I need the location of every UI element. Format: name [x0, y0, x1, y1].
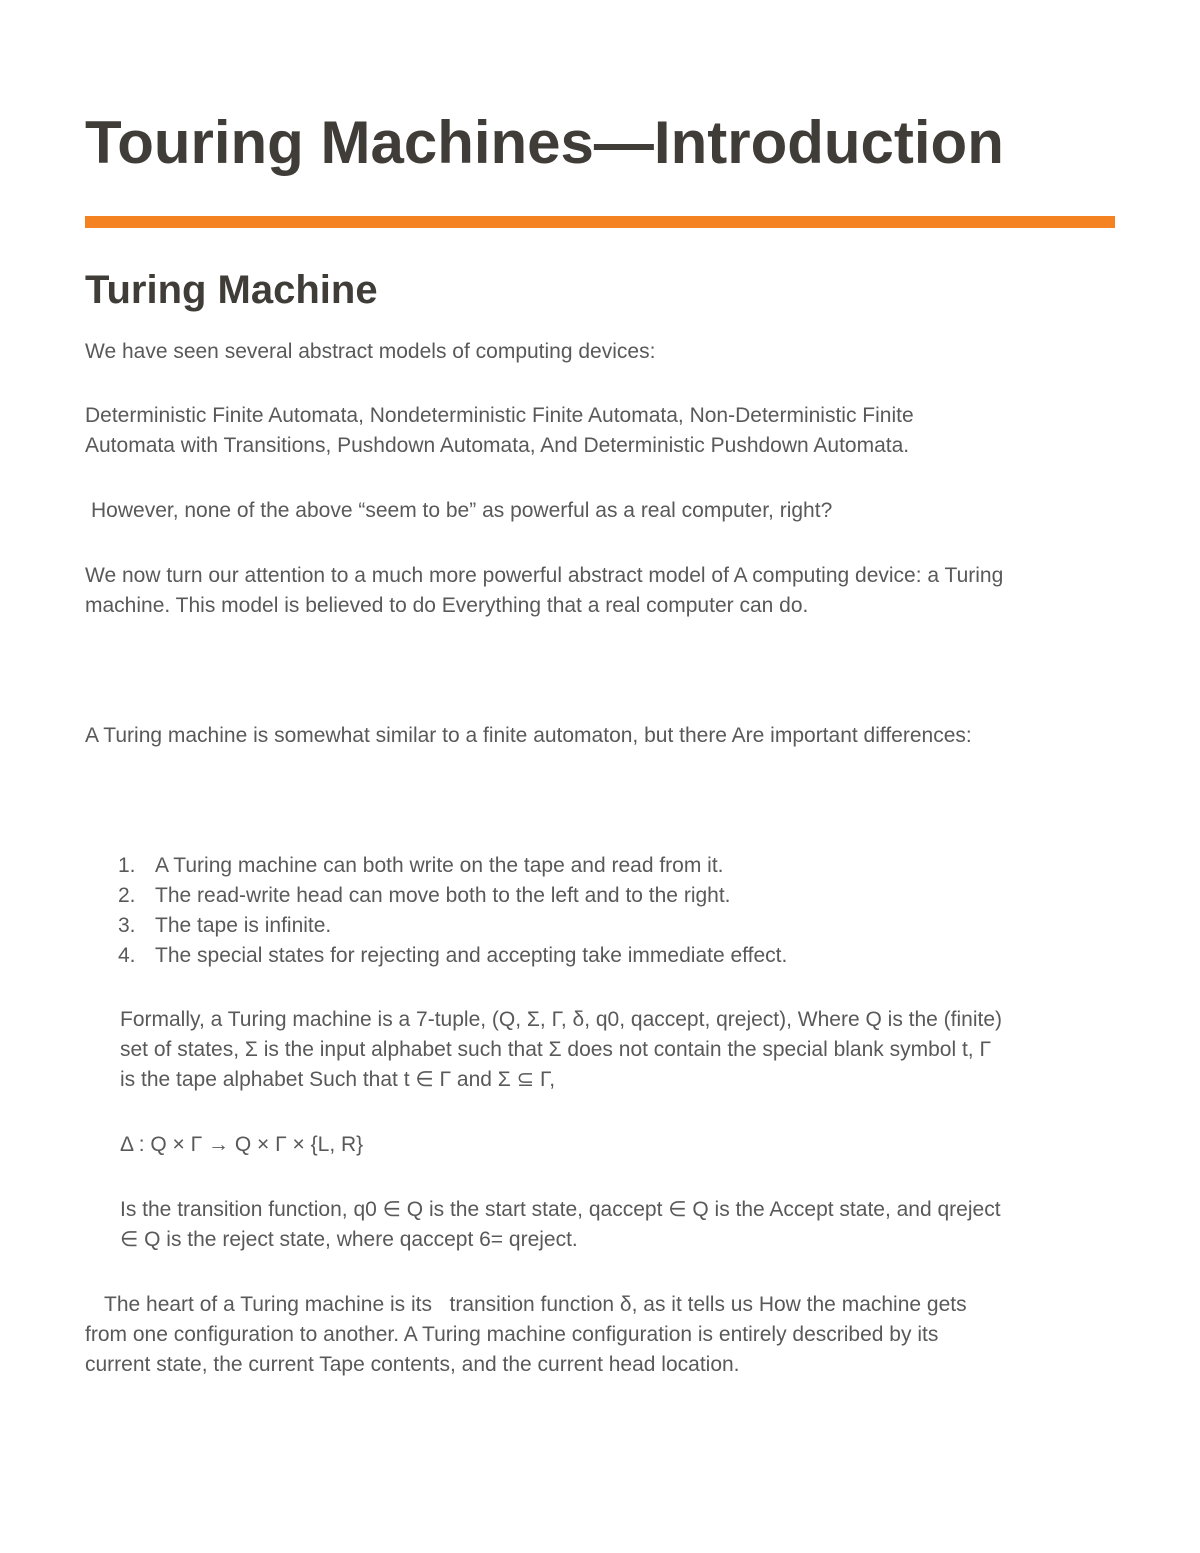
transition-line-1: Is the transition function, q0 ∈ Q is the start state, qaccept ∈ Q is the Accept state, and qreject [120, 1198, 1001, 1221]
formal-line-3: is the tape alphabet Such that t ∈ Γ and Σ ⊆ Γ, [120, 1068, 556, 1091]
formal-line-2: set of states, Σ is the input alphabet such that Σ does not contain the special blank symbol t, Γ [120, 1038, 992, 1061]
transition-function-formula: Δ : Q × Γ → Q × Γ × {L, R} [120, 1133, 364, 1156]
list-item-text: The read-write head can move both to the left and to the right. [155, 884, 731, 907]
list-item [85, 911, 787, 941]
paragraph-formal-definition [120, 1005, 1115, 1095]
section-heading: Turing Machine [85, 268, 378, 312]
list-item-number: 2. [118, 884, 136, 907]
list-item [85, 881, 787, 911]
paragraph-intro: We have seen several abstract models of computing devices: [85, 340, 656, 363]
list-item-number: 3. [118, 914, 136, 937]
heart-line-2: from one configuration to another. A Turing machine configuration is entirely described by its [85, 1323, 939, 1346]
heart-line-1: The heart of a Turing machine is its transition function δ, as it tells us How the machine gets [104, 1293, 967, 1316]
list-item-number: 4. [118, 944, 136, 967]
title-underline-rule [85, 216, 1115, 228]
differences-list [85, 851, 787, 971]
paragraph-heart [85, 1290, 1120, 1380]
paragraph-attention-line-2: machine. This model is believed to do Everything that a real computer can do. [85, 594, 809, 617]
list-item [85, 851, 787, 881]
document-title: Touring Machines—Introduction [85, 109, 1004, 176]
paragraph-transition-function [120, 1195, 1115, 1255]
transition-line-2: ∈ Q is the reject state, where qaccept 6= qreject. [120, 1228, 578, 1251]
paragraph-turing-attention [85, 561, 1120, 621]
paragraph-differences-intro: A Turing machine is somewhat similar to a finite automaton, but there Are important differences: [85, 724, 972, 747]
list-item-text: The tape is infinite. [155, 914, 332, 937]
paragraph-automata-line-2: Automata with Transitions, Pushdown Automata, And Deterministic Pushdown Automata. [85, 434, 910, 457]
paragraph-however: However, none of the above “seem to be” as powerful as a real computer, right? [91, 499, 833, 522]
paragraph-attention-line-1: We now turn our attention to a much more powerful abstract model of A computing device: a Turing [85, 564, 1004, 587]
list-item-number: 1. [118, 854, 136, 877]
heart-line-3: current state, the current Tape contents, and the current head location. [85, 1353, 740, 1376]
list-item [85, 941, 787, 971]
formal-line-1: Formally, a Turing machine is a 7-tuple, (Q, Σ, Γ, δ, q0, qaccept, qreject), Where Q is the (finite) [120, 1008, 1003, 1031]
list-item-text: A Turing machine can both write on the tape and read from it. [155, 854, 724, 877]
list-item-text: The special states for rejecting and accepting take immediate effect. [155, 944, 788, 967]
paragraph-automata-line-1: Deterministic Finite Automata, Nondeterministic Finite Automata, Non-Deterministic Finite [85, 404, 914, 427]
paragraph-automata-list [85, 401, 1120, 461]
